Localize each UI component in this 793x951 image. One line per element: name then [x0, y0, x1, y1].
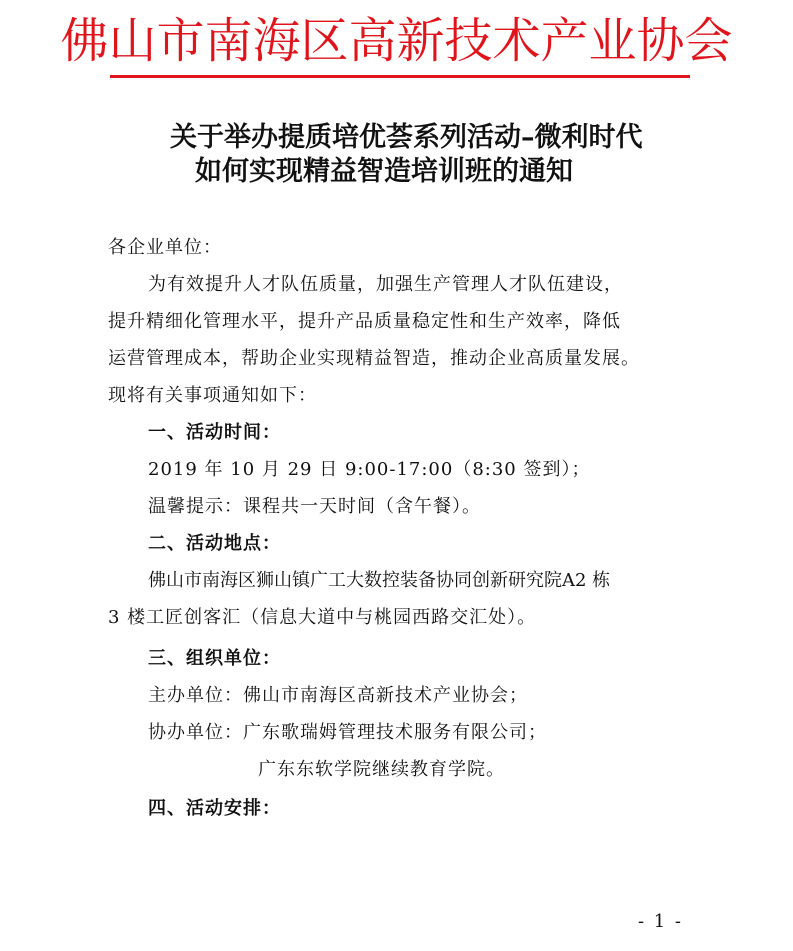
section-time-note: 温馨提示：课程共一天时间（含午餐）。 — [148, 496, 481, 517]
section-org-host: 主办单位：佛山市南海区高新技术产业协会； — [148, 685, 528, 706]
letterhead-red-rule — [110, 75, 690, 78]
document-title-line-2: 如何实现精益智造培训班的通知 — [195, 156, 573, 187]
section-org-heading: 三、组织单位： — [148, 648, 281, 669]
section-time-value: 2019 年 10 月 29 日 9:00-17:00（8:30 签到）； — [148, 459, 591, 480]
intro-line-2: 提升精细化管理水平，提升产品质量稳定性和生产效率，降低 — [108, 311, 621, 332]
intro-line-3: 运营管理成本，帮助企业实现精益智造，推动企业高质量发展。 — [108, 348, 640, 369]
section-place-line-2: 3 楼工匠创客汇（信息大道中与桃园西路交汇处）。 — [108, 607, 537, 628]
salutation: 各企业单位： — [108, 237, 222, 258]
letterhead-title: 佛山市南海区高新技术产业协会 — [60, 15, 733, 68]
document-title-line-1: 关于举办提质培优荟系列活动–微利时代 — [170, 122, 643, 153]
section-time-heading: 一、活动时间： — [148, 422, 281, 443]
page-number: - 1 - — [637, 911, 683, 932]
section-place-line-1: 佛山市南海区狮山镇广工大数控装备协同创新研究院A2 栋 — [148, 570, 611, 591]
intro-line-4: 现将有关事项通知如下： — [108, 385, 317, 406]
section-place-heading: 二、活动地点： — [148, 533, 281, 554]
section-schedule-heading: 四、活动安排： — [148, 798, 281, 819]
intro-line-1: 为有效提升人才队伍质量，加强生产管理人才队伍建设， — [148, 274, 623, 295]
section-org-cohost-2: 广东东软学院继续教育学院。 — [258, 759, 505, 780]
section-org-cohost: 协办单位：广东歌瑞姆管理技术服务有限公司； — [148, 722, 547, 743]
